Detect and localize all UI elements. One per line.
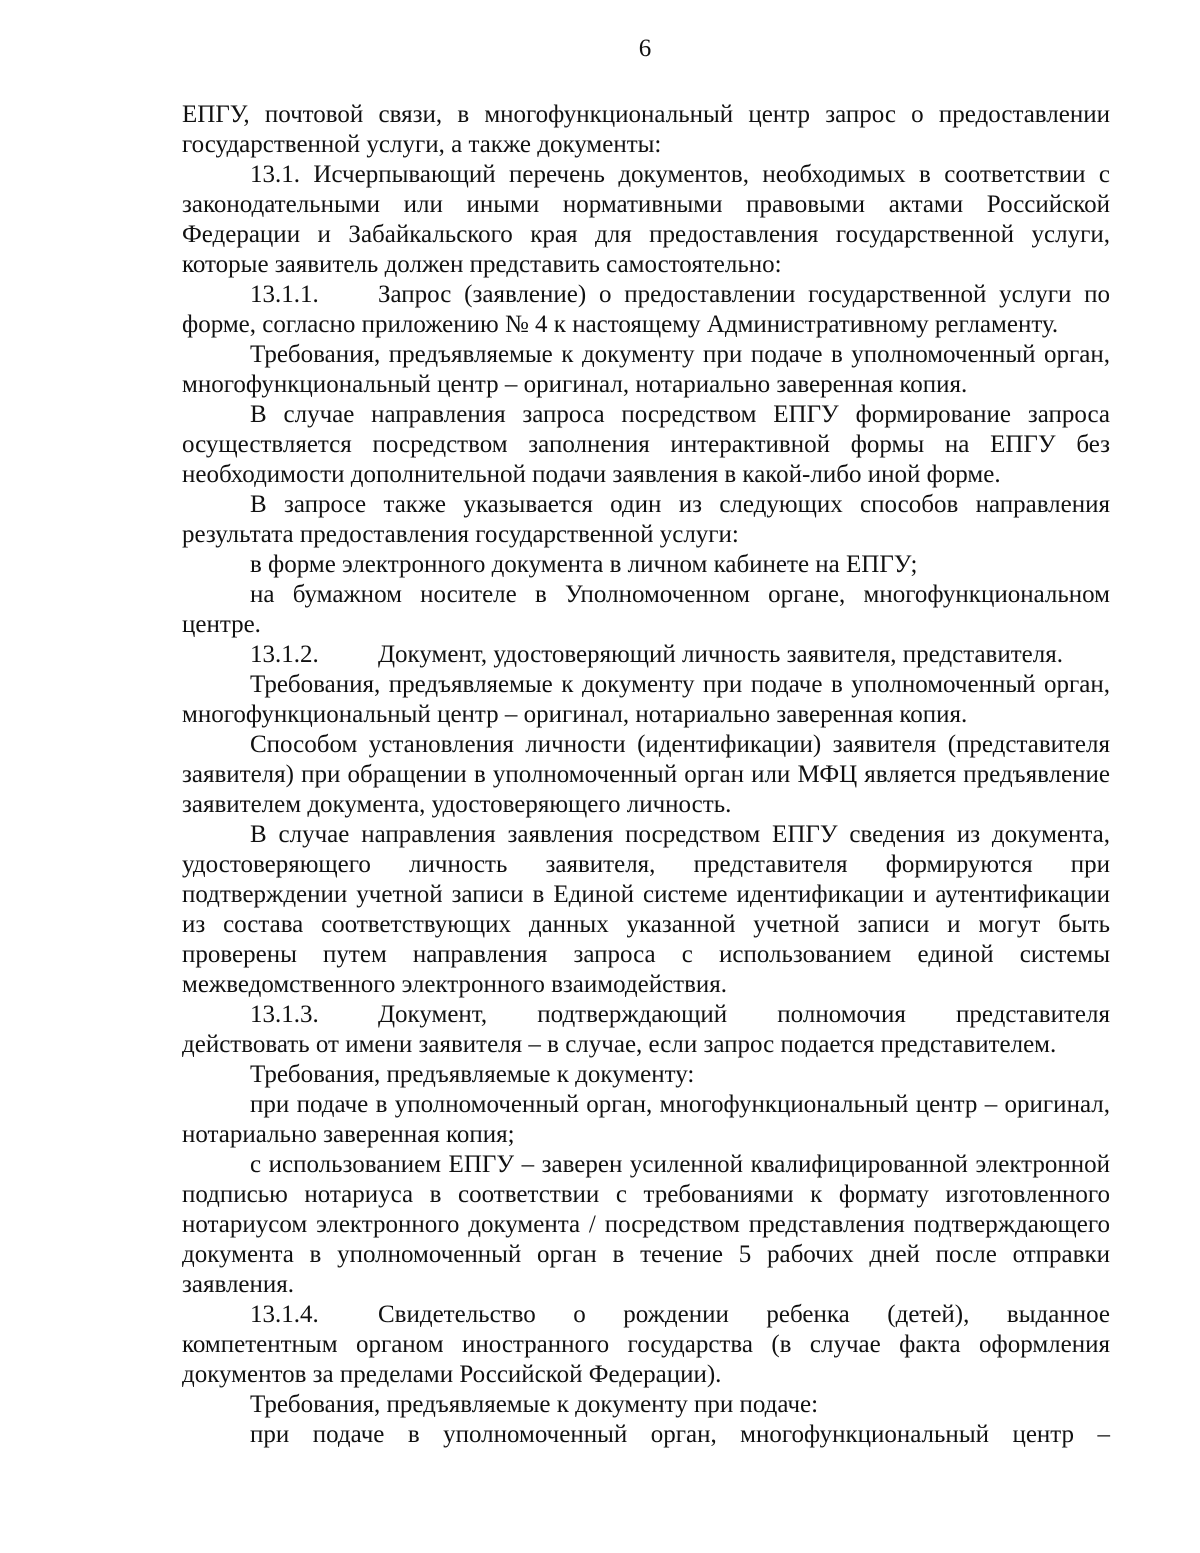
paragraph: в форме электронного документа в личном кабинете на ЕПГУ; <box>250 551 918 578</box>
paragraph: ЕПГУ, почтовой связи, в многофункциональный центр запрос о предоставлении государственной услуги, а также документы: <box>182 101 1110 158</box>
clause-paragraph <box>182 1000 1110 1060</box>
paragraph: Способом установления личности (идентификации) заявителя (представителя заявителя) при обращении в уполномоченный орган или МФЦ является предъявление заявителем документа, удостоверяющего личность. <box>182 731 1110 818</box>
clause-number: 13.1.2. <box>250 641 319 668</box>
paragraph: Требования, предъявляемые к документу при подаче в уполномоченный орган, многофункциональный центр – оригинал, нотариально заверенная копия. <box>182 671 1110 728</box>
paragraph: с использованием ЕПГУ – заверен усиленной квалифицированной электронной подписью нотариуса в соответствии с требованиями к формату изготовленного нотариусом электронного документа / посредством представления подтверждающего документа в уполномоченный орган в течение 5 рабочих дней после отправки заявления. <box>182 1151 1110 1298</box>
clause-paragraph <box>182 640 1110 670</box>
clause-number: 13.1.4. <box>250 1301 319 1328</box>
clause-paragraph <box>182 280 1110 340</box>
clause-text: Свидетельство о рождении ребенка (детей), выданное компетентным органом иностранного государства (в случае факта оформления документов за пределами Российской Федерации). <box>182 1301 1110 1388</box>
clause-text: Документ, удостоверяющий личность заявителя, представителя. <box>378 641 1063 668</box>
paragraph: В случае направления заявления посредством ЕПГУ сведения из документа, удостоверяющего личность заявителя, представителя формируются при подтверждении учетной записи в Единой системе идентификации и аутентификации из состава соответствующих данных указанной учетной записи и могут быть проверены путем направления запроса с использованием единой системы межведомственного электронного взаимодействия. <box>182 821 1110 998</box>
clause-number: 13.1.3. <box>250 1001 319 1028</box>
clause-number: 13.1.1. <box>250 281 319 308</box>
clause-text: Документ, подтверждающий полномочия представителя действовать от имени заявителя – в случае, если запрос подается представителем. <box>182 1001 1110 1058</box>
page-number: 6 <box>638 35 652 62</box>
paragraph: В запросе также указывается один из следующих способов направления результата предоставления государственной услуги: <box>182 491 1110 548</box>
paragraph: Требования, предъявляемые к документу при подаче: <box>250 1391 819 1418</box>
clause-paragraph <box>182 1300 1110 1390</box>
paragraph: В случае направления запроса посредством ЕПГУ формирование запроса осуществляется посредством заполнения интерактивной формы на ЕПГУ без необходимости дополнительной подачи заявления в какой-либо иной форме. <box>182 401 1110 488</box>
paragraph: Требования, предъявляемые к документу: <box>250 1061 695 1088</box>
paragraph: при подаче в уполномоченный орган, многофункциональный центр – оригинал, нотариально заверенная копия; <box>182 1091 1110 1148</box>
paragraph: 13.1. Исчерпывающий перечень документов, необходимых в соответствии с законодательными или иными нормативными правовыми актами Российской Федерации и Забайкальского края для предоставления государственной услуги, которые заявитель должен представить самостоятельно: <box>182 161 1110 278</box>
paragraph: Требования, предъявляемые к документу при подаче в уполномоченный орган, многофункциональный центр – оригинал, нотариально заверенная копия. <box>182 341 1110 398</box>
document-body <box>182 100 1110 1450</box>
paragraph: на бумажном носителе в Уполномоченном органе, многофункциональном центре. <box>182 581 1110 638</box>
paragraph: при подаче в уполномоченный орган, многофункциональный центр – <box>250 1421 1110 1448</box>
clause-text: Запрос (заявление) о предоставлении государственной услуги по форме, согласно приложению № 4 к настоящему Административному регламенту. <box>182 281 1110 338</box>
